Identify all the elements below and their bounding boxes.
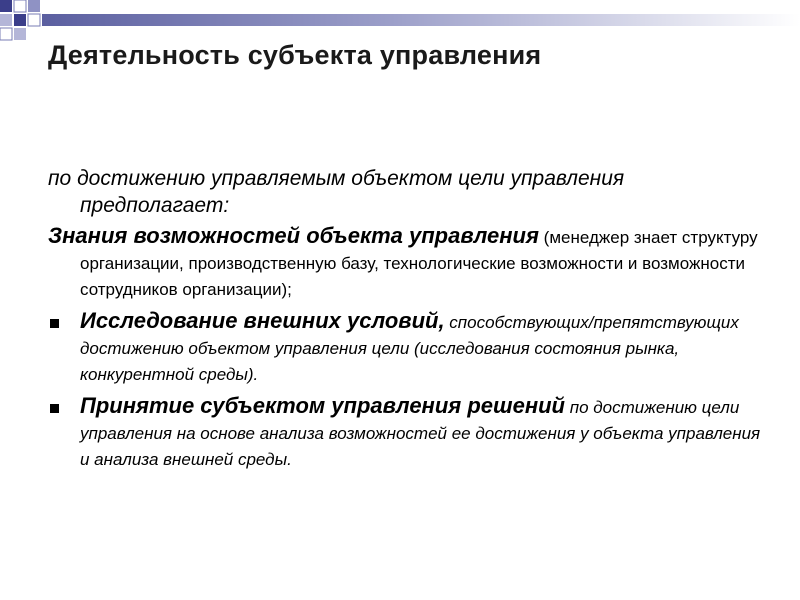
slide-body xyxy=(48,165,773,478)
item-lead: Знания возможностей объекта управления xyxy=(48,223,539,248)
square-bullet-icon xyxy=(50,404,59,413)
item-text: способствующих/препятствующих достижению объектом управления цели (исследования состояния рынка, конкурентной среды). xyxy=(80,313,739,384)
list-item xyxy=(48,393,773,472)
list-item xyxy=(48,308,773,387)
item-lead: Исследование внешних условий, xyxy=(80,308,445,333)
item-lead: Принятие субъектом управления решений xyxy=(80,393,565,418)
slide-title: Деятельность субъекта управления xyxy=(48,40,542,70)
item-text: (менеджер знает структуру организации, производственную базу, технологические возможности и возможности сотрудников организации); xyxy=(80,228,758,299)
item-text: по достижению цели управления на основе анализа возможностей ее достижения у объекта управления и анализа внешней среды. xyxy=(80,398,761,469)
intro-text: по достижению управляемым объектом цели управления предполагает: xyxy=(48,167,625,217)
list-item xyxy=(48,223,773,302)
square-bullet-icon xyxy=(50,319,59,328)
